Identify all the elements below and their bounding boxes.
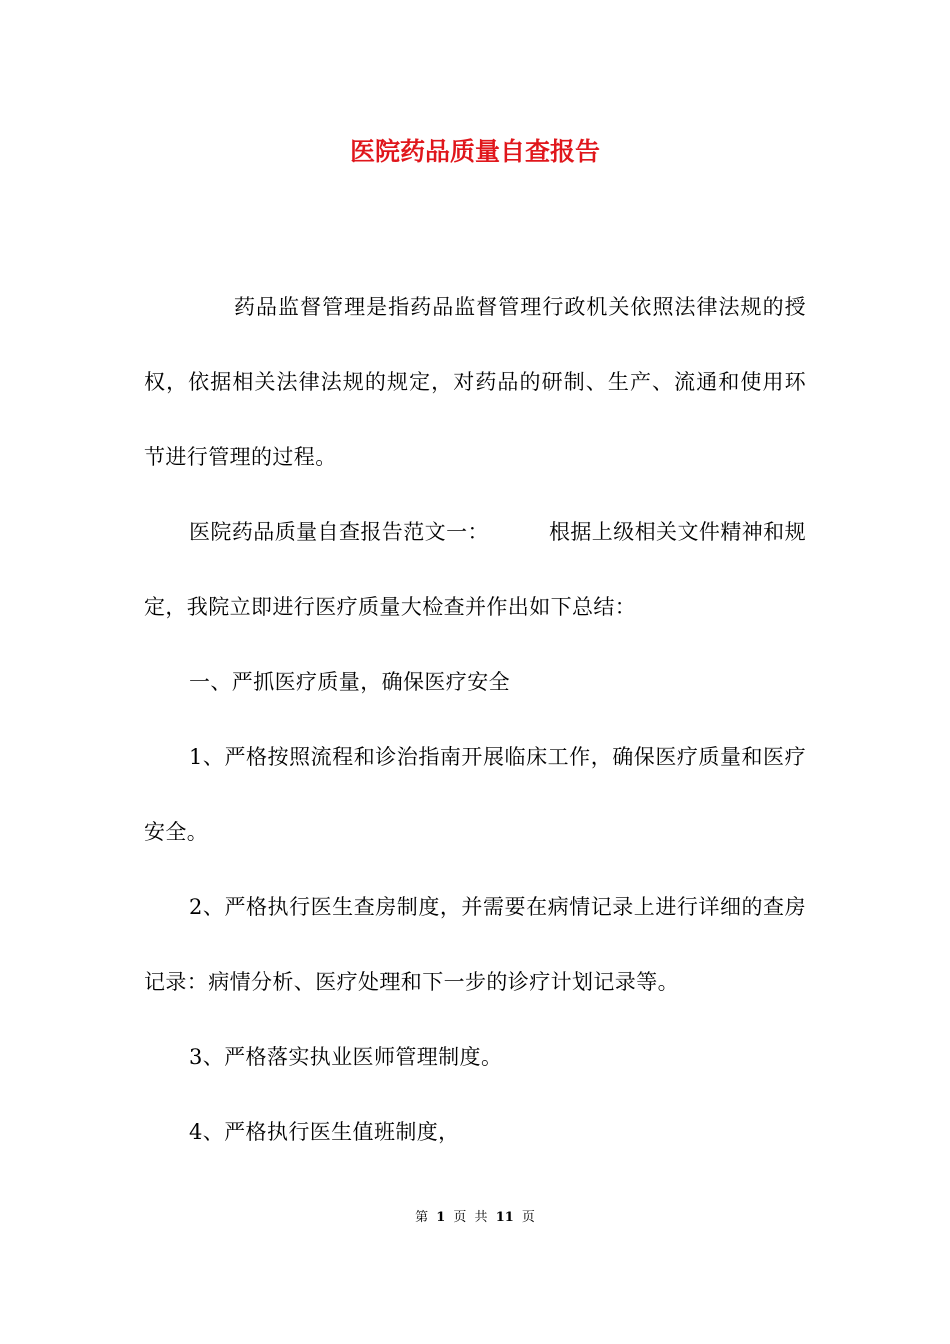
list-item: 1、严格按照流程和诊治指南开展临床工作，确保医疗质量和医疗安全。 (144, 745, 806, 844)
footer-suffix: 页 (521, 1210, 535, 1225)
footer-page-number: 1 (436, 1210, 446, 1225)
sample-heading: 医院药品质量自查报告范文一： (189, 520, 489, 544)
list-item: 2、严格执行医生查房制度，并需要在病情记录上进行详细的查房记录：病情分析、医疗处理和下一步的诊疗计划记录等。 (144, 895, 806, 994)
footer-prefix: 第 (415, 1210, 429, 1225)
sample-text: 根据上级相关文件精神和规定，我院立即进行医疗质量大检查并作出如下总结： (144, 520, 806, 619)
list-item: 3、严格落实执业医师管理制度。 (189, 1045, 503, 1069)
section-heading: 一、严抓医疗质量，确保医疗安全 (189, 670, 510, 694)
page-footer (0, 1208, 950, 1228)
footer-middle: 页 共 (453, 1210, 488, 1225)
footer-total-pages: 11 (495, 1210, 514, 1225)
document-body (144, 270, 806, 1170)
paragraph-sample-one (144, 495, 806, 645)
list-item: 4、严格执行医生值班制度， (189, 1120, 460, 1144)
document-title: 医院药品质量自查报告 (349, 137, 600, 166)
paragraph-intro: 药品监督管理是指药品监督管理行政机关依照法律法规的授权，依据相关法律法规的规定，对药品的研制、生产、流通和使用环节进行管理的过程。 (144, 295, 806, 469)
